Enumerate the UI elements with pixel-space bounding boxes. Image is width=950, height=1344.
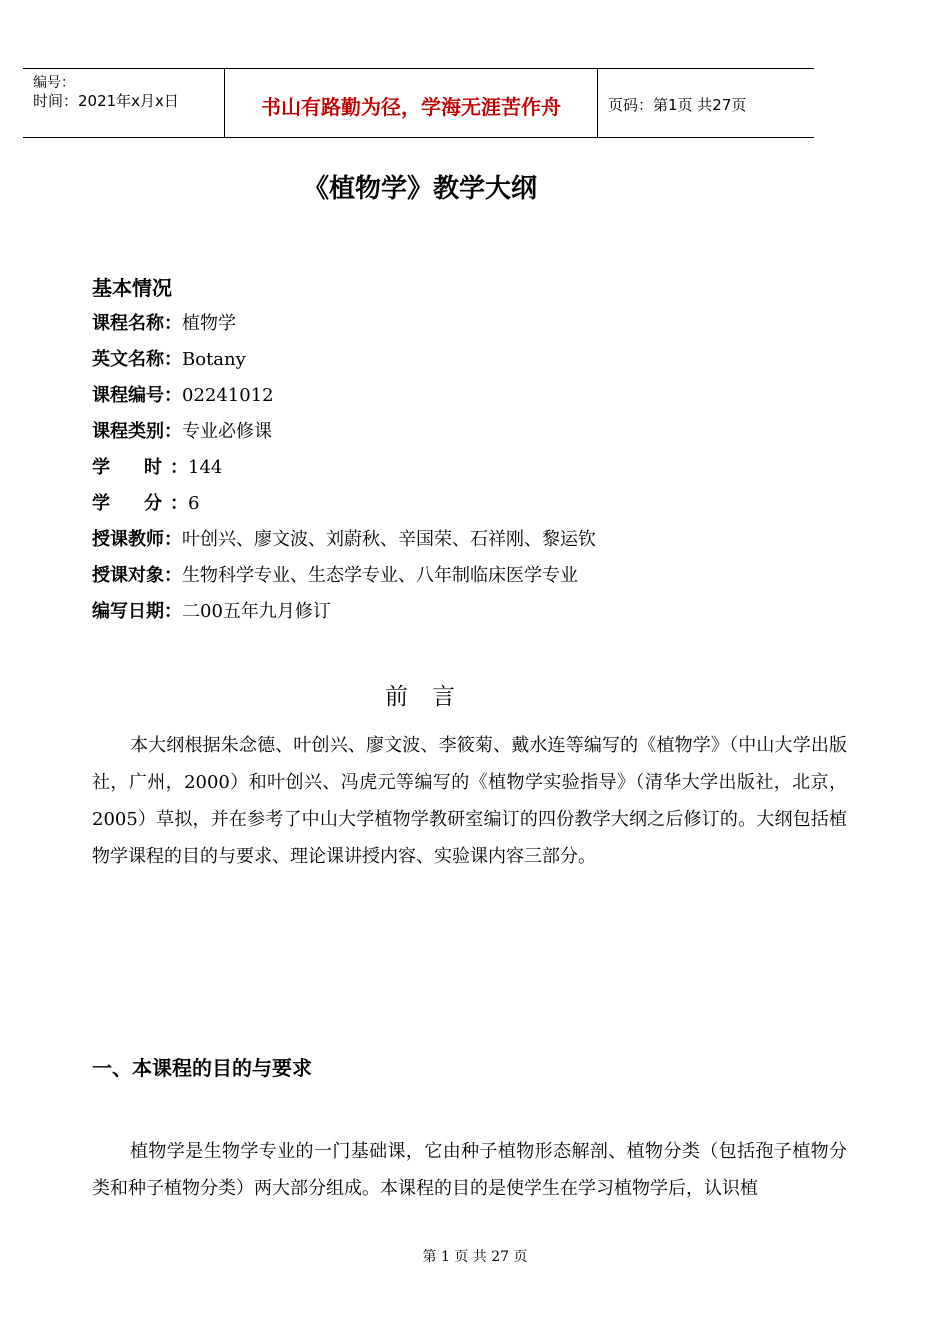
info-key: 授课对象： (92, 565, 182, 586)
section-heading: 一、本课程的目的与要求 (92, 1056, 312, 1080)
info-row-date (92, 597, 331, 623)
info-value: 144 (188, 457, 223, 478)
info-value: 专业必修课 (182, 421, 272, 442)
info-value: 02241012 (182, 385, 274, 406)
info-row-course-code (92, 381, 274, 407)
info-row-credits (92, 489, 199, 515)
info-key: 学 时： (92, 457, 188, 478)
info-key: 学 分： (92, 493, 188, 514)
page-label: 页码：第1页 共27页 (608, 96, 747, 114)
time-label: 时间：2021年x月x日 (33, 92, 179, 110)
header-table (23, 68, 814, 138)
info-key: 授课教师： (92, 529, 182, 550)
header-page-cell (598, 69, 814, 137)
info-key: 课程名称： (92, 313, 182, 334)
info-row-hours (92, 453, 222, 479)
info-row-english-name (92, 345, 246, 371)
info-value: 6 (188, 493, 200, 514)
info-row-course-name (92, 309, 236, 335)
basic-info-heading: 基本情况 (92, 276, 172, 300)
info-key: 英文名称： (92, 349, 182, 370)
info-key: 编写日期： (92, 601, 182, 622)
info-value: 植物学 (182, 313, 236, 334)
page-footer: 第 1 页 共 27 页 (422, 1249, 528, 1265)
info-key: 课程类别： (92, 421, 182, 442)
header-motto-cell (225, 69, 598, 137)
info-value: Botany (182, 349, 246, 370)
document-title: 《植物学》教学大纲 (302, 174, 537, 204)
info-value: 叶创兴、廖文波、刘蔚秋、辛国荣、石祥刚、黎运钦 (182, 529, 596, 550)
info-row-course-type (92, 417, 272, 443)
number-label: 编号： (33, 75, 75, 91)
motto: 书山有路勤为径，学海无涯苦作舟 (261, 95, 561, 119)
info-row-teachers (92, 525, 596, 551)
section-paragraph: 植物学是生物学专业的一门基础课，它由种子植物形态解剖、植物分类（包括孢子植物分类和种子植物分类）两大部分组成。本课程的目的是使学生在学习植物学后，认识植 (92, 1141, 847, 1199)
header-info-cell (23, 69, 225, 137)
info-row-audience (92, 561, 578, 587)
preface-paragraph: 本大纲根据朱念德、叶创兴、廖文波、李筱菊、戴水连等编写的《植物学》（中山大学出版社，广州，2000）和叶创兴、冯虎元等编写的《植物学实验指导》（清华大学出版社，北京，2005）草拟，并在参考了中山大学植物学教研室编订的四份教学大纲之后修订的。大纲包括植物学课程的目的与要求、理论课讲授内容、实验课内容三部分。 (92, 735, 847, 867)
preface-heading: 前言 (385, 684, 479, 710)
info-value: 二00五年九月修订 (182, 601, 331, 622)
info-key: 课程编号： (92, 385, 182, 406)
info-value: 生物科学专业、生态学专业、八年制临床医学专业 (182, 565, 578, 586)
